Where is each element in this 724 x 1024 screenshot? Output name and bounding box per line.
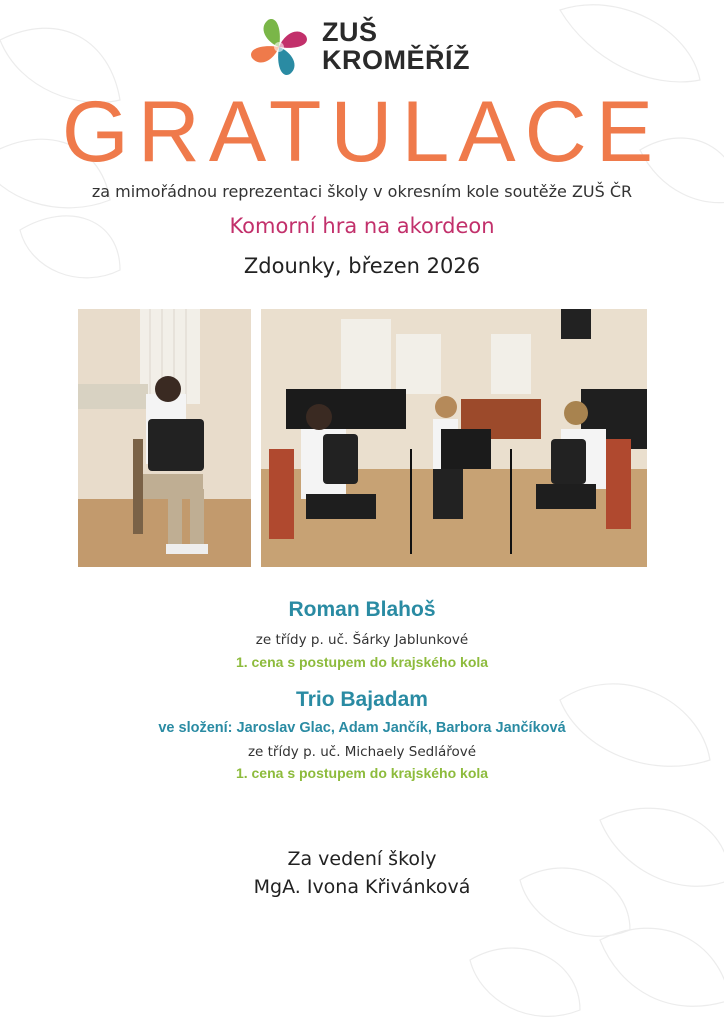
trio-members: ve složení: Jaroslav Glac, Adam Jančík, Barbora Jančíková xyxy=(158,720,566,736)
soloist-prize: 1. cena s postupem do krajského kola xyxy=(235,654,489,670)
logo-line-1: ZUŠ xyxy=(322,17,378,47)
trio-name: Trio Bajadam xyxy=(296,688,428,711)
headline: GRATULACE xyxy=(61,84,663,180)
place-date: Zdounky, březen 2026 xyxy=(243,254,481,278)
soloist-name: Roman Blahoš xyxy=(288,598,436,621)
category-title: Komorní hra na akordeon xyxy=(229,214,495,238)
flower-logo-icon xyxy=(244,12,314,82)
logo-text xyxy=(322,18,470,74)
photo-trio xyxy=(261,309,647,567)
subtitle: za mimořádnou reprezentaci školy v okresním kole soutěže ZUŠ ČR xyxy=(91,182,633,201)
trio-prize: 1. cena s postupem do krajského kola xyxy=(235,765,489,781)
soloist-teacher: ze třídy p. uč. Šárky Jablunkové xyxy=(255,632,469,648)
logo-line-2: KROMĚŘÍŽ xyxy=(322,45,470,75)
school-logo xyxy=(244,12,484,82)
photo-soloist xyxy=(78,309,251,567)
signature-line-1: Za vedení školy xyxy=(287,848,437,870)
signature-line-2: MgA. Ivona Křivánková xyxy=(253,876,471,898)
trio-teacher: ze třídy p. uč. Michaely Sedlářové xyxy=(247,744,477,760)
